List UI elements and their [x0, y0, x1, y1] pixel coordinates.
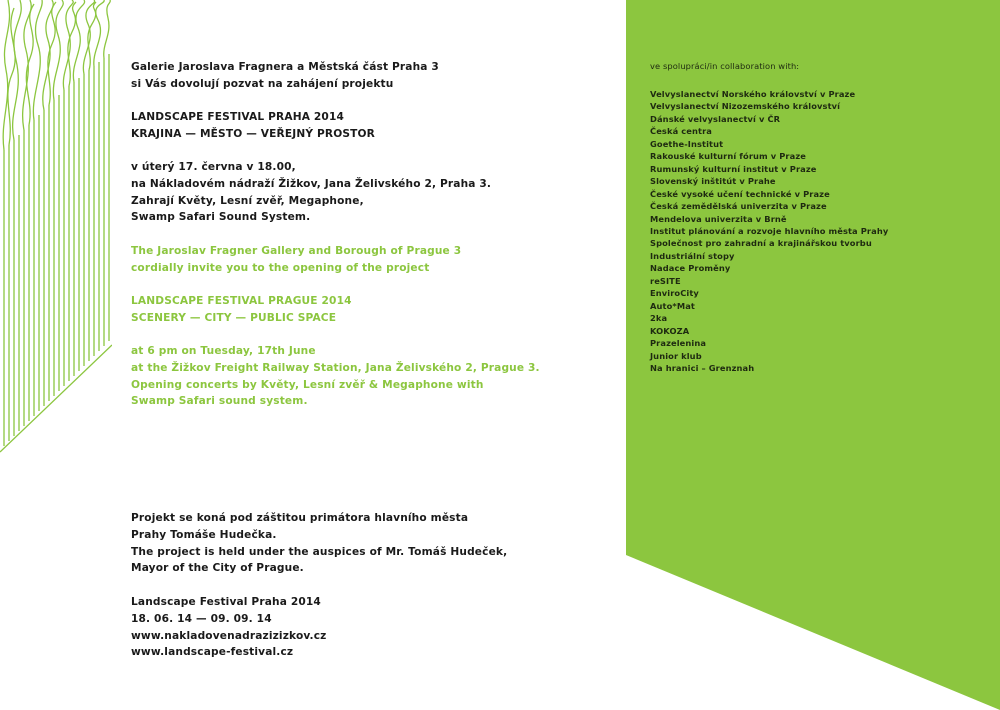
partner-item: 2ka — [650, 313, 668, 324]
event-details-en-line: at 6 pm on Tuesday, 17th June — [131, 345, 316, 357]
partner-item: reSITE — [650, 275, 681, 286]
patronage-line: Mayor of the City of Prague. — [131, 562, 304, 575]
partner-item: Prazelenina — [650, 338, 707, 349]
event-title-cz-line: LANDSCAPE FESTIVAL PRAHA 2014 — [131, 111, 344, 123]
invitation-en — [131, 243, 461, 277]
partner-item: Velvyslanectví Norského království v Praze — [650, 89, 856, 99]
event-details-cz-line: Zahrají Květy, Lesní zvěř, Megaphone, — [131, 194, 364, 207]
partner-item: Česká zemědělská univerzita v Praze — [650, 201, 827, 212]
event-details-cz-line: na Nákladovém nádraží Žižkov, Jana Želivského 2, Praha 3. — [131, 177, 492, 190]
event-details-cz-line: Swamp Safari Sound System. — [131, 211, 311, 224]
patronage-line: Projekt se koná pod záštitou primátora hlavního města — [131, 512, 469, 524]
patronage-line: Prahy Tomáše Hudečka. — [131, 528, 277, 541]
patronage-line: The project is held under the auspices of Mr. Tomáš Hudeček, — [131, 545, 508, 558]
invitation-cz-line: Galerie Jaroslava Fragnera a Městská část Praha 3 — [131, 61, 439, 73]
invitation-cz-line: si Vás dovolují pozvat na zahájení projektu — [131, 77, 394, 90]
partner-item: Institut plánování a rozvoje hlavního města Prahy — [650, 225, 889, 236]
event-details-cz-line: v úterý 17. června v 18.00, — [131, 161, 296, 173]
invitation-en-line: cordially invite you to the opening of the project — [131, 261, 430, 274]
partner-item: Junior klub — [650, 350, 702, 361]
decorative-line-illustration — [0, 0, 112, 460]
partner-item: Rumunský kulturní institut v Praze — [650, 163, 817, 174]
website-link[interactable]: www.nakladovenadrazizizkov.cz — [131, 629, 327, 642]
partner-item: Auto*Mat — [650, 300, 695, 311]
event-title-cz — [131, 109, 375, 143]
partner-item: KOKOZA — [650, 325, 690, 336]
partner-item: Společnost pro zahradní a krajinářskou tvorbu — [650, 238, 872, 249]
partner-item: České vysoké učení technické v Praze — [650, 188, 830, 199]
event-title-en — [131, 293, 352, 327]
patronage-note — [131, 510, 507, 577]
partner-item: Rakouské kulturní fórum v Praze — [650, 151, 806, 162]
festival-name: Landscape Festival Praha 2014 — [131, 596, 321, 608]
partner-item: Goethe-Institut — [650, 138, 724, 149]
event-title-cz-line: KRAJINA — MĚSTO — VEŘEJNÝ PROSTOR — [131, 127, 375, 140]
partner-item: Slovenský inštitút v Prahe — [650, 176, 776, 187]
invitation-cz — [131, 59, 439, 93]
partner-item: Česká centra — [650, 126, 712, 137]
event-title-en-line: LANDSCAPE FESTIVAL PRAGUE 2014 — [131, 295, 352, 307]
partner-item: EnviroCity — [650, 288, 699, 299]
event-details-en-line: Opening concerts by Květy, Lesní zvěř & Megaphone with — [131, 378, 484, 391]
event-details-en — [131, 343, 540, 410]
partner-item: Velvyslanectví Nizozemského království — [650, 101, 841, 112]
event-details-en-line: Swamp Safari sound system. — [131, 395, 308, 408]
invitation-en-line: The Jaroslav Fragner Gallery and Borough of Prague 3 — [131, 245, 462, 257]
festival-info — [131, 594, 326, 661]
event-details-en-line: at the Žižkov Freight Railway Station, Jana Želivského 2, Prague 3. — [131, 361, 540, 374]
collaboration-partners — [650, 60, 888, 374]
partner-item: Dánské velvyslanectví v ČR — [650, 113, 781, 124]
event-title-en-line: SCENERY — CITY — PUBLIC SPACE — [131, 311, 337, 324]
partner-item: Industriální stopy — [650, 250, 735, 261]
festival-dates: 18. 06. 14 — 09. 09. 14 — [131, 612, 272, 625]
partner-item: Mendelova univerzita v Brně — [650, 213, 787, 224]
website-link[interactable]: www.landscape-festival.cz — [131, 646, 294, 659]
partner-item: Na hranici – Grenznah — [650, 362, 755, 373]
partner-item: Nadace Proměny — [650, 263, 731, 274]
collaboration-heading: ve spolupráci/in collaboration with: — [650, 61, 800, 71]
event-details-cz — [131, 159, 491, 226]
